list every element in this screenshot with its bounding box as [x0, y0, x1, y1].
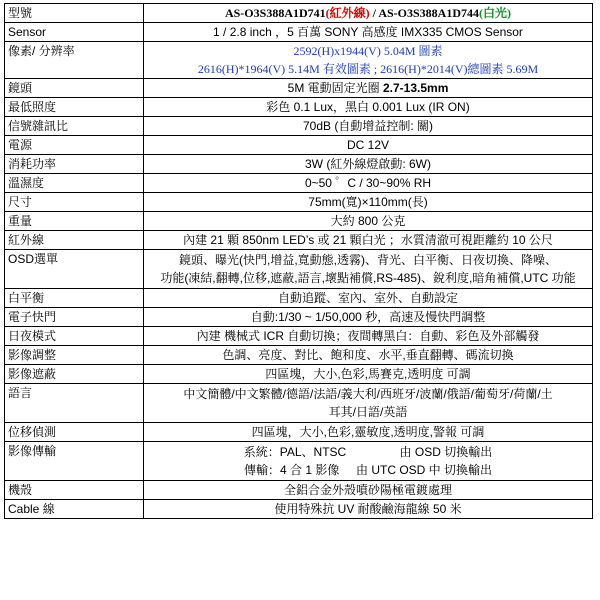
resolution-line-2: 2616(H)*1964(V) 5.14M 有效圖素 ; 2616(H)*2014(V)總圖素 5.69M: [197, 62, 539, 76]
label-osd: OSD選單: [5, 250, 144, 289]
label-snr: 信號雜訊比: [5, 117, 144, 136]
row-resolution: [5, 42, 593, 79]
model-a: AS-O3S388A1D741: [224, 6, 326, 20]
label-consumption: 消耗功率: [5, 155, 144, 174]
row-osd: [5, 250, 593, 289]
value-motion-detect: 四區塊，大小,色彩,靈敏度,透明度,警報 可調: [144, 423, 593, 442]
value-temperature: 0~50 ゜C / 30~90% RH: [144, 174, 593, 193]
resolution-line-1: 2592(H)x1944(V) 5.04M 圖素: [293, 44, 443, 58]
row-size: [5, 193, 593, 212]
value-language: [144, 384, 593, 423]
row-lens: [5, 79, 593, 98]
value-osd: [144, 250, 593, 289]
row-snr: [5, 117, 593, 136]
row-transmission: [5, 442, 593, 481]
label-temperature: 溫濕度: [5, 174, 144, 193]
value-day-night: 內建 機械式 ICR 自動切換；夜間轉黑白：自動、彩色及外部觸發: [144, 327, 593, 346]
language-line-1: 中文簡體/中文繁體/德語/法語/義大利/西班牙/波蘭/俄語/葡萄牙/荷蘭/土: [183, 387, 553, 401]
row-shutter: [5, 308, 593, 327]
label-shutter: 電子快門: [5, 308, 144, 327]
transmission-line-1: 系統：PAL、NTSC 由 OSD 切換輸出: [243, 445, 493, 459]
row-consumption: [5, 155, 593, 174]
row-white-balance: [5, 289, 593, 308]
osd-line-2: 功能(凍結,翻轉,位移,遮蔽,語言,壞點補償,RS-485)、銳利度,暗角補償,UTC 功能: [160, 271, 576, 285]
label-transmission: 影像傳輸: [5, 442, 144, 481]
language-line-2: 耳其/日語/英語: [328, 405, 408, 419]
label-privacy-mask: 影像遮蔽: [5, 365, 144, 384]
value-privacy-mask: 四區塊，大小,色彩,馬賽克,透明度 可調: [144, 365, 593, 384]
value-infrared: 內建 21 顆 850nm LED’s 或 21 顆白光 ；水質清澈可視距離約 10 公尺: [144, 231, 593, 250]
value-white-balance: 自動追蹤、室內、室外、自動設定: [144, 289, 593, 308]
value-housing: 全鋁合金外殼噴砂陽極電鍍處理: [144, 481, 593, 500]
value-weight: 大約 800 公克: [144, 212, 593, 231]
spec-table: [4, 3, 593, 519]
row-temperature: [5, 174, 593, 193]
row-privacy-mask: [5, 365, 593, 384]
model-b-note: (白光): [479, 6, 512, 20]
label-white-balance: 白平衡: [5, 289, 144, 308]
row-sensor: [5, 23, 593, 42]
value-lens: [144, 79, 593, 98]
label-language: 語言: [5, 384, 144, 423]
value-min-illumination: 彩色 0.1 Lux，黑白 0.001 Lux (IR ON): [144, 98, 593, 117]
row-housing: [5, 481, 593, 500]
value-transmission: [144, 442, 593, 481]
model-a-note: (紅外線): [325, 6, 370, 20]
label-cable: Cable 線: [5, 500, 144, 519]
label-weight: 重量: [5, 212, 144, 231]
value-consumption: 3W (紅外線燈啟動: 6W): [144, 155, 593, 174]
lens-focal: 2.7-13.5mm: [382, 81, 449, 95]
label-day-night: 日夜模式: [5, 327, 144, 346]
row-day-night: [5, 327, 593, 346]
row-motion-detect: [5, 423, 593, 442]
label-resolution: 像素/ 分辨率: [5, 42, 144, 79]
value-sensor: 1 / 2.8 inch ，5 百萬 SONY 高感度 IMX335 CMOS Sensor: [144, 23, 593, 42]
row-min-illumination: [5, 98, 593, 117]
row-power: [5, 136, 593, 155]
row-infrared: [5, 231, 593, 250]
label-min-illumination: 最低照度: [5, 98, 144, 117]
transmission-line-2: 傳輸：4 合 1 影像 由 UTC OSD 中 切換輸出: [243, 463, 493, 477]
label-lens: 鏡頭: [5, 79, 144, 98]
osd-line-1: 鏡頭、曝光(快門,增益,寬動態,透霧)、背光、白平衡、日夜切換、降噪、: [179, 253, 557, 267]
row-cable: [5, 500, 593, 519]
label-power: 電源: [5, 136, 144, 155]
value-power: DC 12V: [144, 136, 593, 155]
label-image-adjust: 影像調整: [5, 346, 144, 365]
label-motion-detect: 位移偵測: [5, 423, 144, 442]
model-b: AS-O3S388A1D744: [378, 6, 480, 20]
label-housing: 機殼: [5, 481, 144, 500]
value-resolution: [144, 42, 593, 79]
label-infrared: 紅外線: [5, 231, 144, 250]
value-shutter: 自動:1/30 ~ 1/50,000 秒，高速及慢快門調整: [144, 308, 593, 327]
value-model: [144, 4, 593, 23]
row-image-adjust: [5, 346, 593, 365]
lens-text: 5M 電動固定光圈: [287, 81, 383, 95]
row-weight: [5, 212, 593, 231]
model-separator: /: [369, 6, 379, 20]
value-size: 75mm(寬)×110mm(長): [144, 193, 593, 212]
label-sensor: Sensor: [5, 23, 144, 42]
label-size: 尺寸: [5, 193, 144, 212]
row-language: [5, 384, 593, 423]
row-model: [5, 4, 593, 23]
value-snr: 70dB (自動增益控制: 關): [144, 117, 593, 136]
value-image-adjust: 色調、亮度、對比、飽和度、水平,垂直翻轉、碼流切換: [144, 346, 593, 365]
label-model: 型號: [5, 4, 144, 23]
value-cable: 使用特殊抗 UV 耐酸鹼海龍線 50 米: [144, 500, 593, 519]
